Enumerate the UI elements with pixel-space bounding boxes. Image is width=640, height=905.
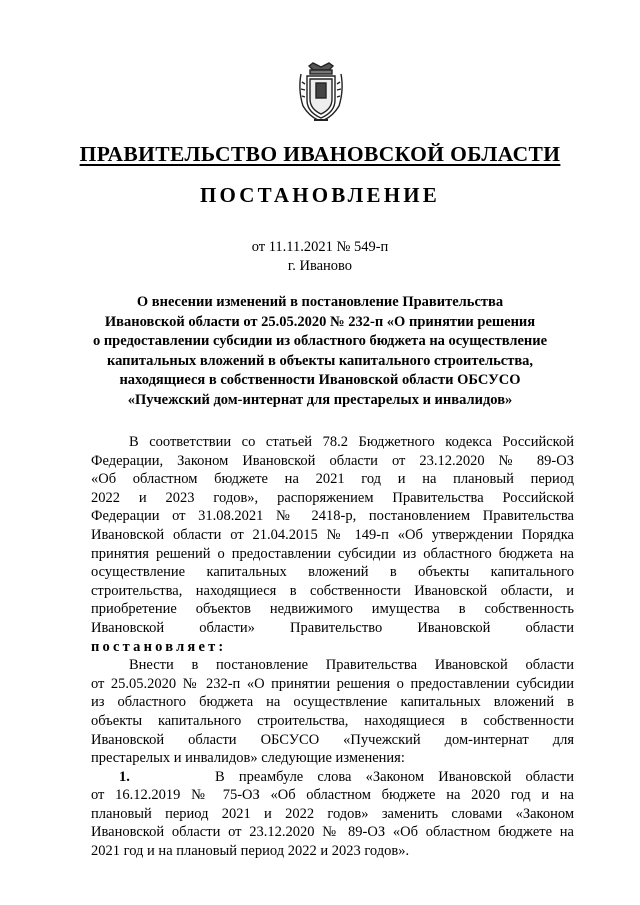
title-line: Ивановской области от 25.05.2020 № 232-п «О принятии решения [104,313,536,330]
preamble-line: Ивановской области от 21.04.2015 № 149-п «Об утверждении Порядка [91,526,574,543]
document-body [91,433,574,861]
title-line: «Пучежский дом-интернат для престарелых и инвалидов» [127,391,513,408]
title-line: О внесении изменений в постановление Правительства [136,294,504,310]
document-title [64,293,576,411]
preamble-paragraph [91,433,574,656]
preamble-line: Федерации, Законом Ивановской области от 23.12.2020 № 89-ОЗ [91,452,574,469]
document-date-number: от 11.11.2021 № 549-п [251,239,389,255]
item-1-line: плановый период 2021 и 2022 годов» заменить словами «Законом [91,805,574,822]
coat-of-arms-icon [296,62,346,124]
preamble-line: приобретение объектов недвижимого имущества в собственность [91,601,574,618]
document-meta [0,238,640,276]
preamble-line: принятия решений о предоставлении субсидии из областного бюджета на [91,545,574,562]
item-1-line: от 16.12.2019 № 75-ОЗ «Об областном бюджете на 2020 год и на [91,787,574,804]
amend-line: из областного бюджета на осуществление капитальных вложений в [91,694,574,711]
title-line: находящиеся в собственности Ивановской области ОБСУСО [119,372,521,389]
resolves-word: постановляет: [91,638,227,655]
preamble-line: 2022 и 2023 годов», распоряжением Правительства Российской [91,489,574,506]
item-1-paragraph [91,768,574,861]
organization-title: ПРАВИТЕЛЬСТВО ИВАНОВСКОЙ ОБЛАСТИ [79,142,561,166]
item-1-line: 2021 год и на плановый период 2022 и 2023 годов». [91,843,410,860]
preamble-line: осуществление капитальных вложений в объекты капитального [91,564,574,581]
amend-line: престарелых и инвалидов» следующие изменения: [91,750,405,767]
document-city: г. Иваново [287,258,353,274]
preamble-line: «Об областном бюджете на 2021 год и на плановый период [91,471,574,488]
amend-paragraph [91,656,574,768]
preamble-line: Федерации от 31.08.2021 № 2418-р, постановлением Правительства [91,508,574,525]
preamble-line: В соответствии со статьей 78.2 Бюджетного кодекса Российской [129,434,574,450]
amend-line: Ивановской области ОБСУСО «Пучежский дом-интернат для [91,731,574,748]
title-line: капитальных вложений в объекты капитального строительства, [106,352,534,369]
amend-line: объекты капитального строительства, находящиеся в собственности [91,712,574,729]
item-1-text: В преамбуле слова «Законом Ивановской области [215,768,574,785]
item-number: 1. [119,768,130,785]
amend-line: от 25.05.2020 № 232-п «О принятии решения о предоставлении субсидии [91,675,574,692]
item-1-first-line [91,768,574,787]
item-1-line: Ивановской области от 23.12.2020 № 89-ОЗ «Об областном бюджете на [91,824,574,841]
preamble-line: Ивановской области» Правительство Ивановской области [91,619,574,636]
title-line: о предоставлении субсидии из областного бюджета на осуществление [92,333,548,350]
preamble-line: строительства, находящиеся в собственности Ивановской области, и [91,582,574,599]
document-type: ПОСТАНОВЛЕНИЕ [199,183,441,207]
amend-line: Внести в постановление Правительства Ивановской области [129,657,574,674]
